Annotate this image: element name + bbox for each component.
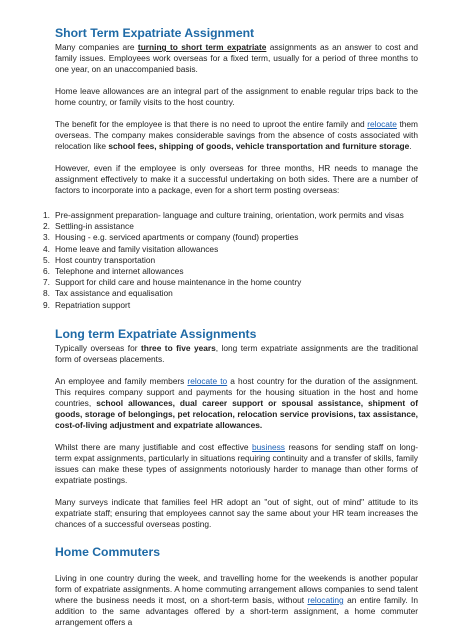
list-item (43, 210, 418, 221)
emphasis-turning-short-term: turning to short term expatriate (137, 42, 267, 52)
link-relocate-to[interactable]: relocate to (187, 375, 228, 386)
list-item-text: Telephone and internet allowances (55, 266, 184, 277)
section-heading-short-term: Short Term Expatriate Assignment (55, 26, 255, 40)
paragraph-family-relocate: An employee and family members relocate to a host country for the duration of the assignment. This requires company support and payments for the housing situation in the host and home countries, school allowances, dual career support or spousal assistance, shipment of goods, storage of belongings, pet relocation, relocation service provisions, tax assistance, cost-of-living adjustment and expatriate allowances. (55, 375, 419, 430)
list-item-number: 7. (43, 277, 50, 288)
list-item-number: 1. (43, 210, 50, 220)
list-item-number: 2. (43, 221, 50, 232)
paragraph-home-leave: Home leave allowances are an integral part of the assignment to enable regular trips back to the home country, or family visits to the host country. (55, 86, 418, 107)
list-item-text: Settling-in assistance (55, 221, 134, 232)
factor-list (43, 210, 418, 311)
list-item-text: Housing - e.g. serviced apartments or company (found) properties (55, 232, 299, 243)
list-item-text: Repatriation support (55, 299, 131, 310)
paragraph-short-term-intro: Many companies are turning to short term expatriate assignments as an answer to cost and family issues. Employees work overseas for a fixed term, usually for a period of three months to one year, on an unaccompanied basis. (55, 42, 418, 74)
list-item (43, 299, 418, 311)
list-item-number: 3. (43, 232, 50, 243)
paragraph-long-term-intro: Typically overseas for three to five years, long term expatriate assignments are the traditional form of overseas placements. (55, 342, 418, 364)
link-business[interactable]: business (252, 441, 285, 452)
list-item-text: Pre-assignment preparation- language and culture training, orientation, work permits and visas (55, 210, 404, 220)
paragraph-surveys: Many surveys indicate that families feel HR adopt an "out of sight, out of mind" attitude to its expatriate staff; ensuring that employees cannot say the same about your HR team increases the chances of a successful overseas posting. (55, 496, 418, 529)
list-item (43, 221, 418, 232)
list-item-text: Host country transportation (55, 254, 156, 265)
list-item-text: Support for child care and house maintenance in the home country (55, 277, 302, 288)
paragraph-business-reasons: Whilst there are many justifiable and cost effective business reasons for sending staff on long-term expat assignments, particularly in situations requiring continuity and a transfer of skills, family issues can make these types of assignments notoriously harder to manage than other forms of expatriate postings. (55, 441, 418, 485)
emphasis-three-to-five: three to five years (140, 342, 216, 353)
paragraph-benefit: The benefit for the employee is that there is no need to uproot the entire family and relocate them overseas. The company makes considerable savings from the absence of costs associated with relocation like school fees, shipping of goods, vehicle transportation and furniture storage. (55, 119, 418, 151)
section-heading-long-term: Long term Expatriate Assignments (55, 326, 257, 341)
list-item (43, 243, 418, 255)
list-item (43, 254, 418, 266)
list-item-number: 5. (43, 254, 50, 265)
list-item (43, 288, 418, 299)
list-item-number: 9. (43, 299, 50, 310)
section-heading-home-commuters: Home Commuters (55, 544, 160, 559)
emphasis-relocation-costs: school fees, shipping of goods, vehicle transportation and furniture storage (108, 141, 410, 151)
paragraph-hr-manage: However, even if the employee is only overseas for three months, HR needs to manage the assignment effectively to make it a successful undertaking on both sides. There are a number of factors to incorporate into a package, even for a short term posting overseas: (55, 163, 418, 195)
list-item-number: 8. (43, 288, 50, 299)
link-relocating[interactable]: relocating (307, 594, 344, 605)
document-content (43, 26, 419, 628)
list-item-number: 6. (43, 266, 50, 277)
paragraph-home-commuters: Living in one country during the week, and travelling home for the weekends is another popular form of expatriate assignments. A home commuting arrangement allows companies to send talent where the business needs it most, on a short-term basis, without relocating an entire family. In addition to the same advantages offered by a short-term assignment, a home commuter arrangement offers a (55, 572, 418, 627)
link-relocate[interactable]: relocate (367, 119, 397, 129)
list-item (43, 266, 418, 277)
list-item-text: Tax assistance and equalisation (55, 288, 173, 299)
list-item-number: 4. (43, 243, 50, 254)
list-item-text: Home leave and family visitation allowances (55, 243, 219, 254)
list-item (43, 232, 418, 243)
list-item (43, 277, 418, 288)
emphasis-support-list: school allowances, dual career support or spousal assistance, shipment of goods, storage of belongings, pet relocation, relocation service provisions, tax assistance, cost-of-living adjustment and expatriate allowances. (55, 397, 419, 430)
